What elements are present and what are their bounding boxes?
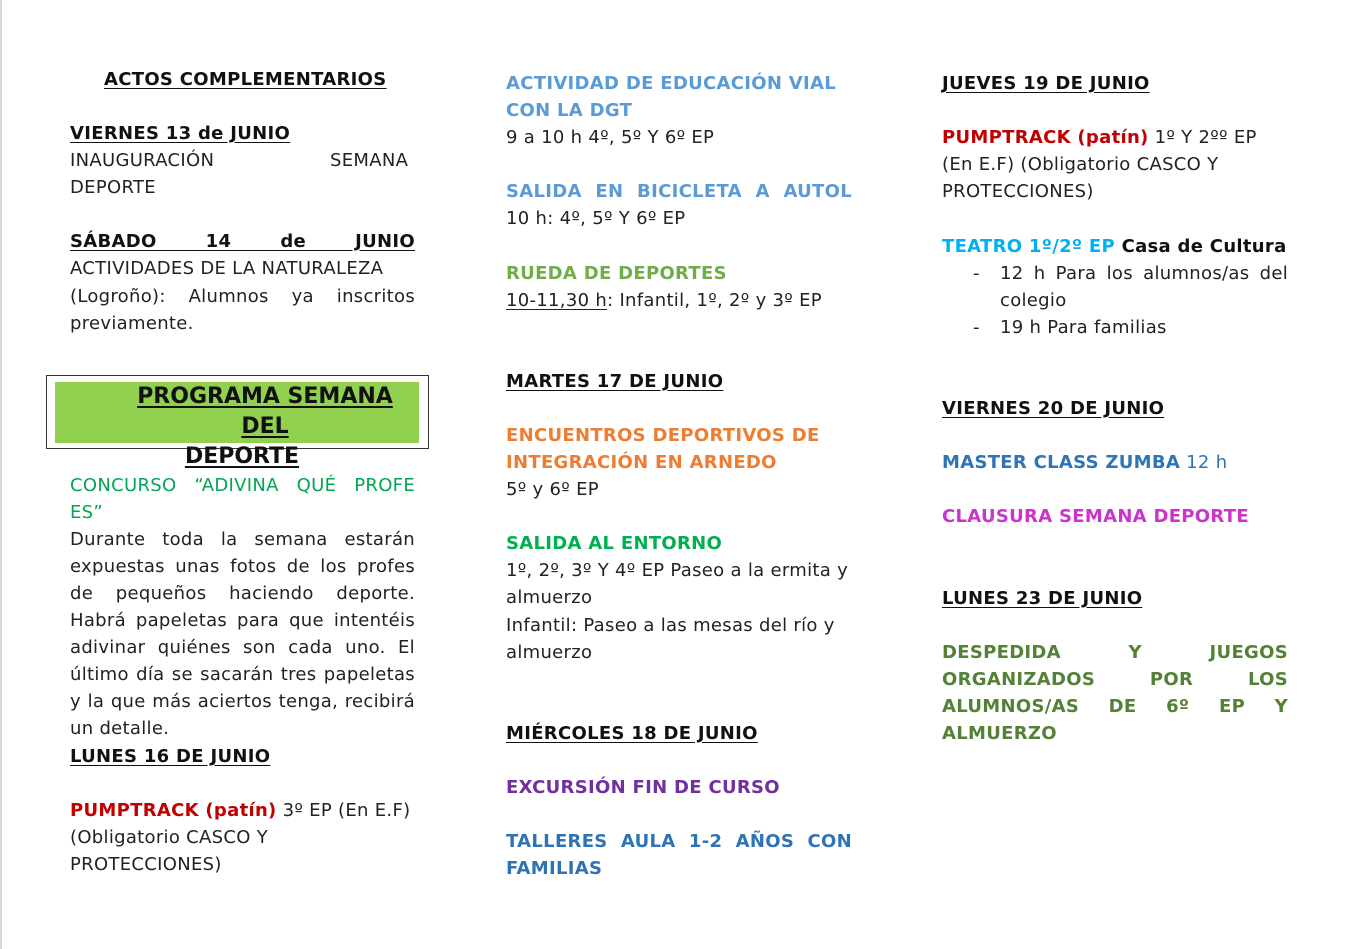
- encuentros-title: ENCUENTROS DEPORTIVOS DE INTEGRACIÓN EN ARNEDO: [506, 425, 820, 473]
- rueda-time: 10-11,30 h: [506, 290, 608, 311]
- rueda-title: RUEDA DE DEPORTES: [506, 263, 727, 284]
- clausura-title: CLAUSURA SEMANA DEPORTE: [942, 506, 1249, 527]
- program-title-line2: DEPORTE: [184, 444, 300, 469]
- page-edge: [0, 0, 2, 949]
- rueda-detail: : Infantil, 1º, 2º y 3º EP: [607, 290, 822, 311]
- lunes16-line2: (Obligatorio CASCO Y: [70, 827, 269, 848]
- entorno-line2: Infantil: Paseo a las mesas del río y almuerzo: [506, 615, 835, 663]
- concurso-body: Durante toda la semana estarán expuestas unas fotos de los profes de pequeños haciendo deporte. Habrá papeletas para que intentéis adivinar quiénes son cada uno. El último día se sacarán tres papeletas y la que más aciertos tenga, recibirá un detalle.: [70, 529, 415, 739]
- program-title: [55, 382, 419, 472]
- zumba-line: [942, 449, 1227, 476]
- teatro-item-1: [942, 260, 1288, 314]
- zumba-title: MASTER CLASS ZUMBA: [942, 452, 1181, 473]
- program-title-box: [46, 375, 429, 469]
- teatro-title: TEATRO 1º/2º EP: [942, 236, 1115, 257]
- program-title-line1: PROGRAMA SEMANA DEL: [137, 384, 393, 439]
- lunes16-pump-line: [70, 797, 410, 824]
- jueves19-heading: JUEVES 19 DE JUNIO: [942, 73, 1150, 94]
- teatro-item-2-text: 19 h Para familias: [1000, 317, 1167, 338]
- teatro-line: [942, 233, 1287, 260]
- jueves19-pump-line3: PROTECCIONES): [942, 181, 1094, 202]
- jueves19-pump-line: [942, 124, 1257, 151]
- entorno-title: SALIDA AL ENTORNO: [506, 533, 723, 554]
- lunes16-heading: LUNES 16 DE JUNIO: [70, 746, 271, 767]
- sabado14-heading: SÁBADO 14 de JUNIO: [70, 231, 415, 252]
- vial-title: ACTIVIDAD DE EDUCACIÓN VIAL CON LA DGT: [506, 73, 836, 121]
- concurso-title: CONCURSO “ADIVINA QUÉ PROFE ES”: [70, 475, 415, 523]
- entorno-line1: 1º, 2º, 3º Y 4º EP Paseo a la ermita y almuerzo: [506, 560, 849, 608]
- zumba-rest: 12 h: [1180, 452, 1228, 473]
- jueves19-pump-line2: (En E.F) (Obligatorio CASCO Y: [942, 154, 1219, 175]
- teatro-place: Casa de Cultura: [1115, 236, 1287, 257]
- viernes13-line2: DEPORTE: [70, 177, 156, 198]
- jueves19-pump-rest: 1º Y 2ºº EP: [1148, 127, 1257, 148]
- sabado14-line1: ACTIVIDADES DE LA NATURALEZA: [70, 258, 384, 279]
- lunes16-line3: PROTECCIONES): [70, 854, 222, 875]
- teatro-item-2: [942, 314, 1288, 341]
- lunes23-heading: LUNES 23 DE JUNIO: [942, 588, 1143, 609]
- viernes20-heading: VIERNES 20 DE JUNIO: [942, 398, 1165, 419]
- encuentros-detail: 5º y 6º EP: [506, 479, 599, 500]
- bici-title: SALIDA EN BICICLETA A AUTOL: [506, 181, 852, 202]
- lunes16-pump-title: PUMPTRACK (patín): [70, 800, 277, 821]
- actos-title: ACTOS COMPLEMENTARIOS: [104, 69, 387, 90]
- sabado14-line2: (Logroño): Alumnos ya inscritos previamente.: [70, 286, 415, 334]
- despedida-title: DESPEDIDA Y JUEGOS ORGANIZADOS POR LOS ALUMNOS/AS DE 6º EP Y ALMUERZO: [942, 642, 1288, 744]
- martes17-heading: MARTES 17 DE JUNIO: [506, 371, 724, 392]
- miercoles18-heading: MIÉRCOLES 18 DE JUNIO: [506, 723, 758, 744]
- program-title-fill: [55, 382, 419, 469]
- teatro-item-1-text: 12 h Para los alumnos/as del colegio: [1000, 263, 1288, 311]
- excursion-title: EXCURSIÓN FIN DE CURSO: [506, 777, 780, 798]
- teatro-item-2-dash: -: [973, 317, 980, 338]
- viernes13-line1b: SEMANA: [330, 150, 409, 171]
- viernes13-line1a: INAUGURACIÓN: [70, 150, 215, 171]
- viernes13-heading: VIERNES 13 de JUNIO: [70, 123, 291, 144]
- lunes16-pump-rest: 3º EP (En E.F): [276, 800, 411, 821]
- rueda-line: [506, 287, 822, 314]
- teatro-item-1-dash: -: [973, 263, 980, 284]
- bici-detail: 10 h: 4º, 5º Y 6º EP: [506, 208, 686, 229]
- jueves19-pump-title: PUMPTRACK (patín): [942, 127, 1149, 148]
- talleres-title: TALLERES AULA 1-2 AÑOS CON FAMILIAS: [506, 831, 852, 879]
- vial-detail: 9 a 10 h 4º, 5º Y 6º EP: [506, 127, 715, 148]
